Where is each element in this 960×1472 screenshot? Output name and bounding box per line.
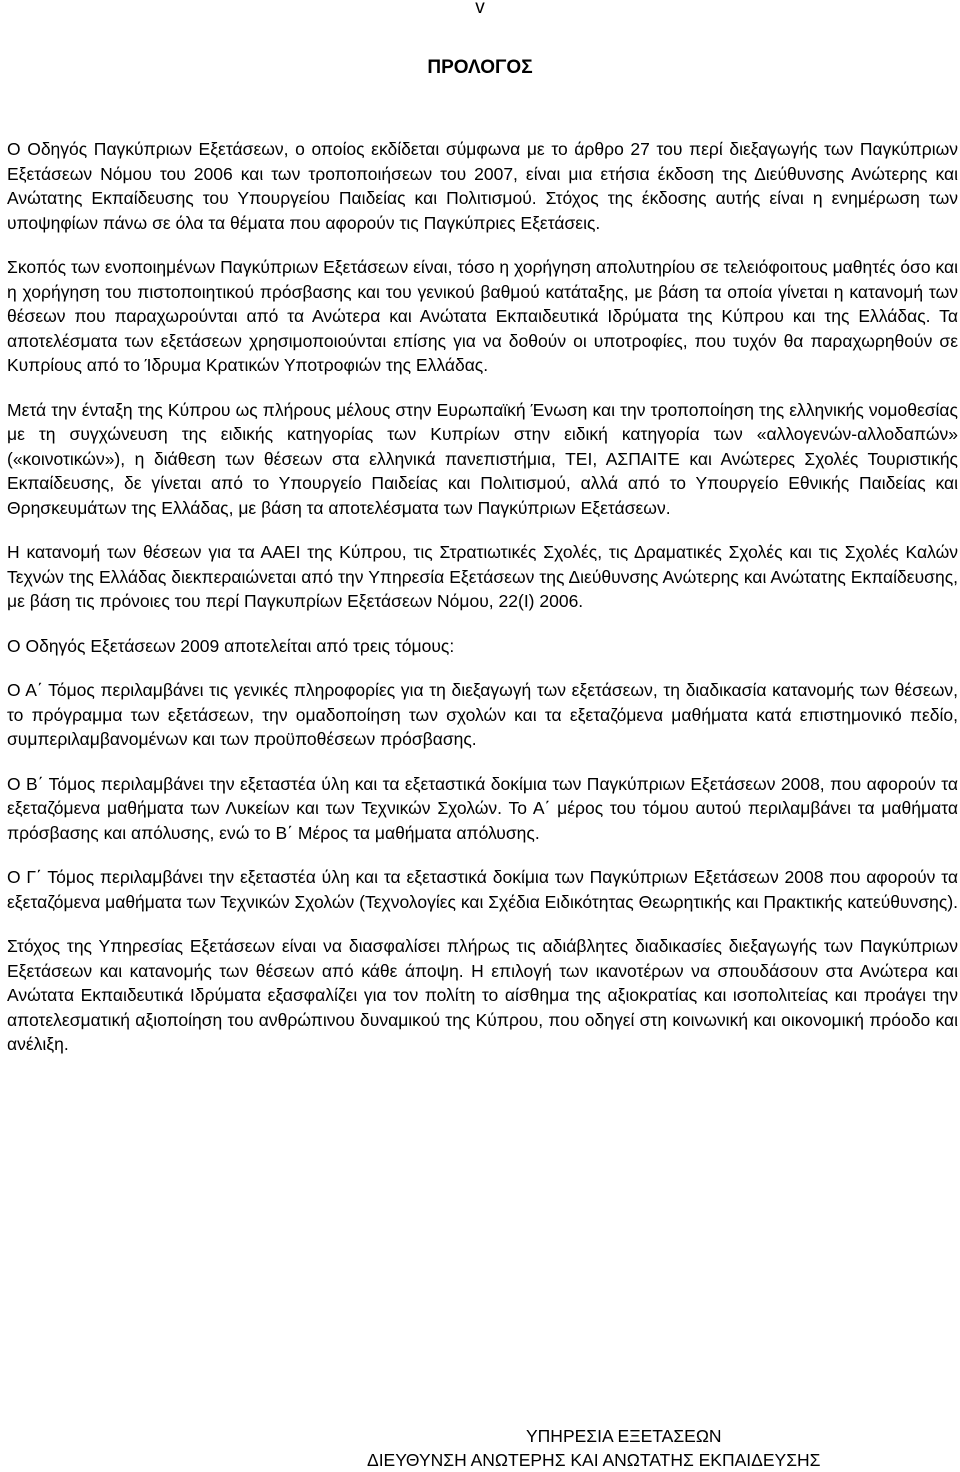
paragraph-eu-accession: Μετά την ένταξη της Κύπρου ως πλήρους μέλους στην Ευρωπαϊκή Ένωση και την τροποποίηση της ελληνικής νομοθεσίας με τη συγχώνευση της ειδικής κατηγορίας των Κυπρίων στην ειδική κατηγορία των «αλλογενών-αλλοδαπών» («κοινοτικών»), η διάθεση των θέσεων στα ελληνικά πανεπιστήμια, ΤΕΙ, ΑΣΠΑΙΤΕ και Ανώτερες Σχολές Τουριστικής Εκπαίδευσης, δε γίνεται από το Υπουργείο Παιδείας και Πολιτισμού, αλλά από το Υπουργείο Εθνικής Παιδείας και Θρησκευμάτων της Ελλάδας, με βάση τα αποτελέσματα των Παγκύπριων Εξετάσεων.	[7, 399, 958, 518]
paragraph-purpose: Σκοπός των ενοποιημένων Παγκύπριων Εξετάσεων είναι, τόσο η χορήγηση απολυτηρίου σε τελειόφοιτους μαθητές όσο και η χορήγηση του πιστοποιητικού πρόσβασης και του γενικού βαθμού κατάταξης, με βάση τα οποία γίνεται η κατανομή των θέσεων που παραχωρούνται από τα Ανώτερα και Ανώτατα Εκπαιδευτικά Ιδρύματα της Κύπρου και της Ελλάδας. Τα αποτελέσματα των εξετάσεων χρησιμοποιούνται επίσης για να δοθούν οι υποτροφίες, που τυχόν θα παραχωρηθούν σε Κυπρίους από το Ίδρυμα Κρατικών Υποτροφιών της Ελλάδας.	[7, 257, 958, 375]
paragraph-volume-b: Ο Β΄ Τόμος περιλαμβάνει την εξεταστέα ύλη και τα εξεταστικά δοκίμια των Παγκύπριων Εξετάσεων 2008, που αφορούν τα εξεταζόμενα μαθήματα των Λυκείων και των Τεχνικών Σχολών. Το Α΄ μέρος του τόμου αυτού περιλαμβάνει τα μαθήματα πρόσβασης και απόλυσης, ενώ το Β΄ Μέρος τα μαθήματα απόλυσης.	[7, 773, 958, 843]
page-title: ΠΡΟΛΟΓΟΣ	[427, 57, 533, 78]
paragraph-volume-c: Ο Γ΄ Τόμος περιλαμβάνει την εξεταστέα ύλη και τα εξεταστικά δοκίμια των Παγκύπριων Εξετάσεων 2008 που αφορούν τα εξεταζόμενα μαθήματα των Τεχνικών Σχολών (Τεχνολογίες και Σχέδια Ειδικότητας Θεωρητικής και Πρακτικής κατεύθυνσης).	[7, 867, 959, 912]
document-body	[7, 137, 958, 1077]
signature-directorate: ΔΙΕΥΘΥΝΣΗ ΑΝΩΤΕΡΗΣ ΚΑΙ ΑΝΩΤΑΤΗΣ ΕΚΠΑΙΔΕΥΣΗΣ	[367, 1450, 821, 1470]
paragraph-volume-a: Ο Α΄ Τόμος περιλαμβάνει τις γενικές πληροφορίες για τη διεξαγωγή των εξετάσεων, τη διαδικασία κατανομής των θέσεων, το πρόγραμμα των εξετάσεων, την ομαδοποίηση των σχολών και τα εξεταζόμενα μαθήματα κατά επιστημονικό πεδίο, συμπεριλαμβανομένων και των προϋποθέσεων πρόσβασης.	[7, 680, 958, 749]
paragraph-place-allocation: Η κατανομή των θέσεων για τα ΑΑΕΙ της Κύπρου, τις Στρατιωτικές Σχολές, τις Δραματικές Σχολές και τις Σχολές Καλών Τεχνών της Ελλάδας διεκπεραιώνεται από την Υπηρεσία Εξετάσεων της Διεύθυνσης Ανώτερης και Ανώτατης Εκπαίδευσης, με βάση τις πρόνοιες του περί Παγκυπρίων Εξετάσεων Νόμου, 22(Ι) 2006.	[7, 542, 958, 611]
page-number: v	[475, 0, 485, 18]
signature-service: ΥΠΗΡΕΣΙΑ ΕΞΕΤΑΣΕΩΝ	[526, 1426, 722, 1446]
paragraph-intro: Ο Οδηγός Παγκύπριων Εξετάσεων, ο οποίος εκδίδεται σύμφωνα με το άρθρο 27 του περί διεξαγωγής των Παγκύπριων Εξετάσεων Νόμου του 2006 και των τροποποιήσεων του 2007, είναι μια ετήσια έκδοση της Διεύθυνσης Ανώτερης και Ανώτατης Εκπαίδευσης του Υπουργείου Παιδείας και Πολιτισμού. Στόχος της έκδοσης αυτής είναι η ενημέρωση των υποψηφίων πάνω σε όλα τα θέματα που αφορούν τις Παγκύπριες Εξετάσεις.	[7, 139, 958, 233]
paragraph-volumes-intro: Ο Οδηγός Εξετάσεων 2009 αποτελείται από τρεις τόμους:	[7, 635, 455, 656]
paragraph-objective: Στόχος της Υπηρεσίας Εξετάσεων είναι να διασφαλίσει πλήρως τις αδιάβλητες διαδικασίες διεξαγωγής των Παγκύπριων Εξετάσεων και κατανομής των θέσεων από κάθε άποψη. Η επιλογή των ικανοτέρων να σπουδάσουν στα Ανώτερα και Ανώτατα Εκπαιδευτικά Ιδρύματα εξασφαλίζει για τον πολίτη το αίσθημα της αξιοκρατίας και ισοπολιτείας και προάγει την αποτελεσματική αξιοποίηση του ανθρώπινου δυναμικού της Κύπρου, που οδηγεί στη κοινωνική και οικονομική πρόοδο και ανέλιξη.	[7, 936, 958, 1054]
